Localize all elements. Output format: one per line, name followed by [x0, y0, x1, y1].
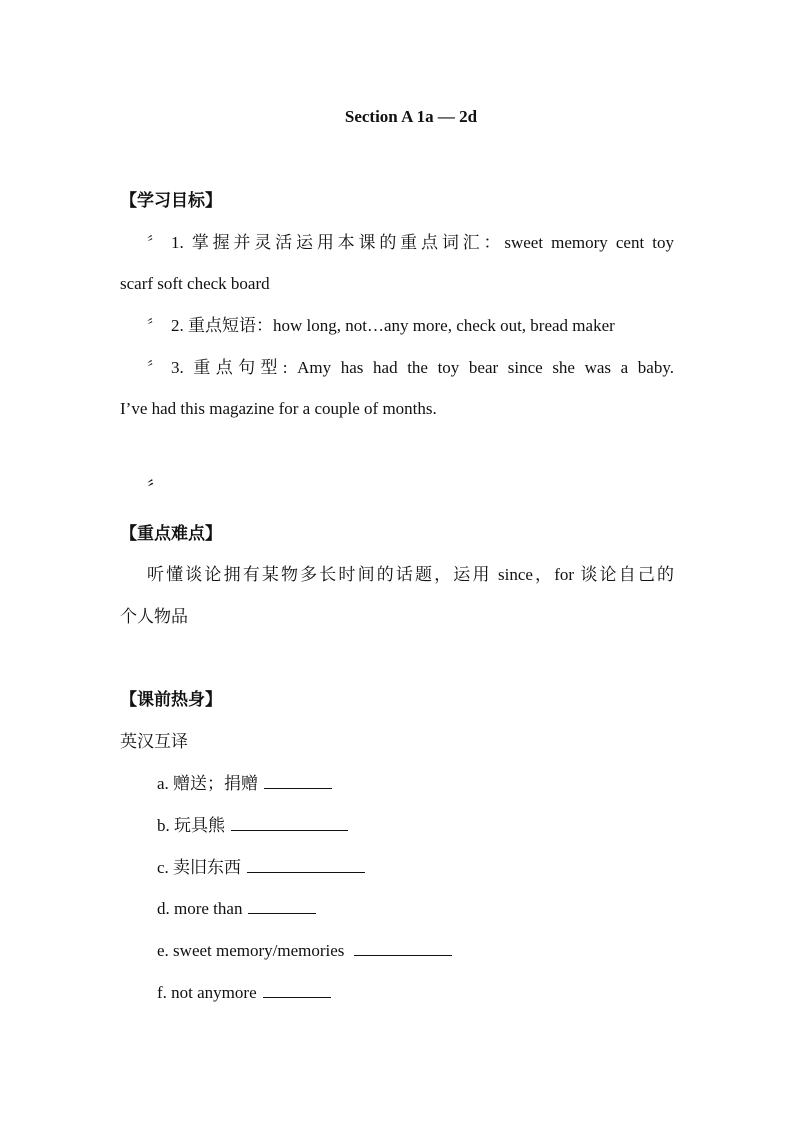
answer-blank[interactable] — [231, 814, 348, 831]
objective-item-2 — [147, 315, 615, 338]
bullet-mark: 〞 — [147, 236, 163, 252]
bullet-mark: 〞 — [147, 361, 163, 377]
answer-blank[interactable] — [354, 939, 452, 956]
exercise-item-f — [157, 981, 331, 1004]
exercise-prompt: c. 卖旧东西 — [157, 858, 242, 877]
exercise-item-a — [157, 772, 332, 795]
bullet-mark: 〞 — [147, 319, 163, 335]
answer-blank[interactable] — [247, 856, 365, 873]
objective-item-3-text: 3. 重点句型: Amy has had the toy bear since she was a baby. — [171, 358, 674, 377]
objectives-heading: 【学习目标】 — [120, 191, 222, 210]
exercise-item-b — [157, 814, 348, 837]
objective-item-3 — [147, 357, 674, 380]
objective-item-2-text: 2. 重点短语：how long, not…any more, check out, bread maker — [171, 316, 615, 335]
exercise-prompt: e. sweet memory/memories — [157, 941, 345, 960]
answer-blank[interactable] — [248, 897, 316, 914]
page-title: Section A 1a — 2d — [344, 107, 478, 126]
objective-item-1-text: 1. 掌握并灵活运用本课的重点词汇：sweet memory cent toy — [171, 233, 674, 252]
objective-item-3-continuation: I’ve had this magazine for a couple of months. — [120, 399, 437, 418]
exercise-prompt: a. 赠送；捐赠 — [157, 774, 259, 793]
answer-blank[interactable] — [263, 981, 331, 998]
exercise-prompt: b. 玩具熊 — [157, 816, 225, 835]
warmup-heading: 【课前热身】 — [120, 690, 222, 709]
exercise-prompt: d. more than — [157, 899, 243, 918]
exercise-item-d — [157, 897, 316, 920]
stray-mark: 〞 — [147, 479, 164, 498]
key-points-line-2: 个人物品 — [120, 607, 188, 626]
exercise-item-e — [157, 939, 452, 962]
exercise-prompt: f. not anymore — [157, 983, 257, 1002]
objective-item-1 — [147, 232, 674, 255]
warmup-subheading: 英汉互译 — [120, 732, 188, 751]
exercise-item-c — [157, 856, 365, 879]
key-points-line-1: 听懂谈论拥有某物多长时间的话题，运用 since，for 谈论自己的 — [147, 565, 674, 584]
answer-blank[interactable] — [264, 772, 332, 789]
objective-item-1-continuation: scarf soft check board — [120, 274, 270, 293]
key-points-heading: 【重点难点】 — [120, 524, 222, 543]
